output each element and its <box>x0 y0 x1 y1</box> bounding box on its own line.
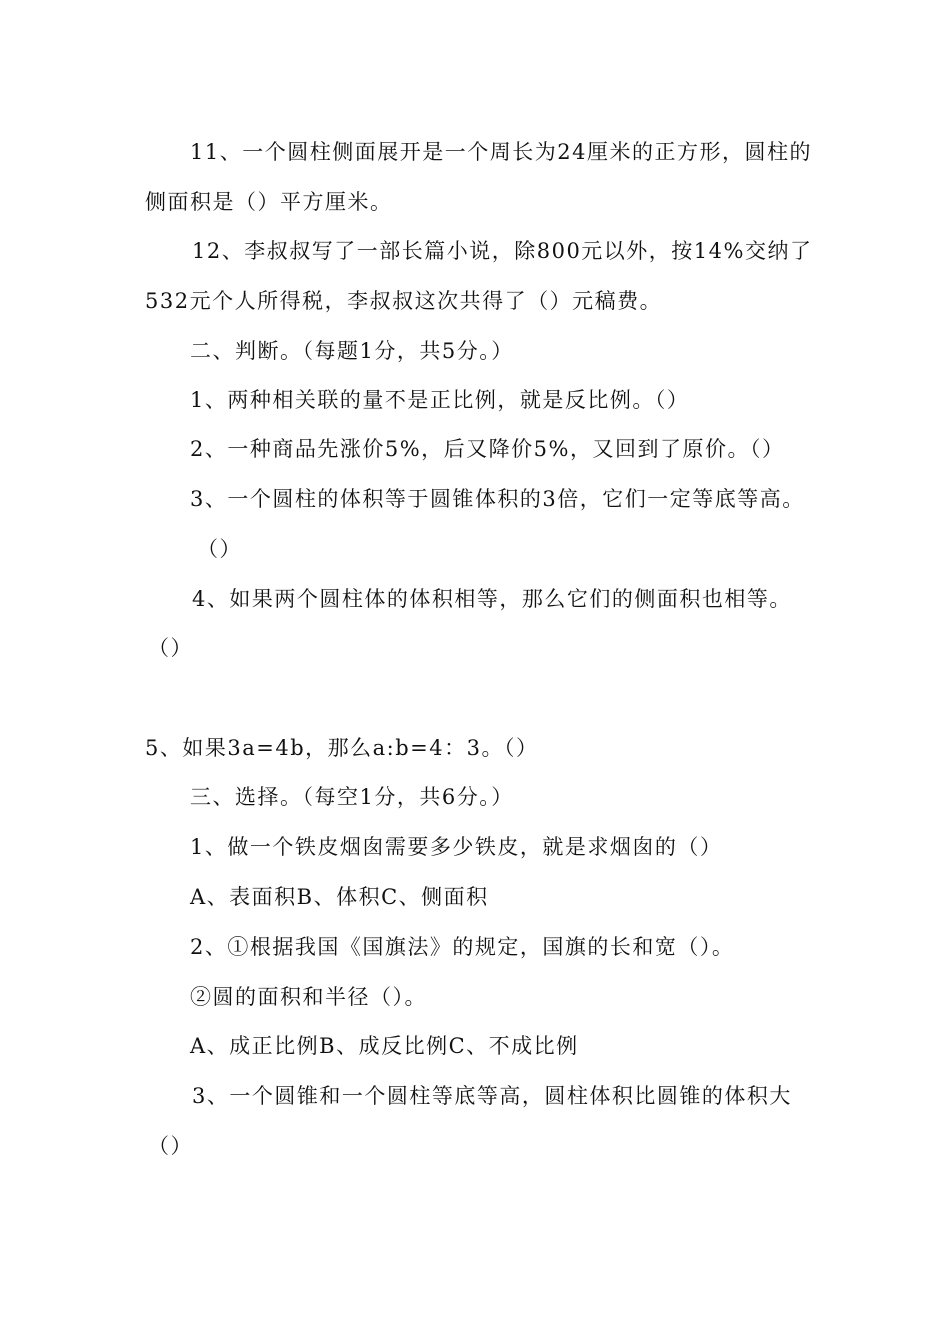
choice-item-2-line-2: ②圆的面积和半径（）。 <box>190 985 427 1009</box>
judge-item-1: 1、两种相关联的量不是正比例，就是反比例。（） <box>190 388 690 412</box>
question-12-line-1: 12、李叔叔写了一部长篇小说，除800元以外，按14%交纳了 <box>192 239 813 263</box>
judge-item-2: 2、一种商品先涨价5%，后又降价5%，又回到了原价。（） <box>190 437 785 461</box>
section-choice-heading: 三、选择。（每空1分，共6分。） <box>190 785 514 809</box>
question-11-line-2: 侧面积是（）平方厘米。 <box>145 190 393 214</box>
choice-item-1-options: A、表面积B、体积C、侧面积 <box>190 885 489 909</box>
choice-item-3-line-2: （） <box>148 1134 193 1158</box>
question-12-line-2: 532元个人所得税，李叔叔这次共得了（）元稿费。 <box>145 289 663 313</box>
judge-item-4-line-1: 4、如果两个圆柱体的体积相等，那么它们的侧面积也相等。 <box>192 587 792 611</box>
judge-item-5: 5、如果3a=4b，那么a:b=4：3。（） <box>145 736 539 760</box>
question-11-line-1: 11、一个圆柱侧面展开是一个周长为24厘米的正方形，圆柱的 <box>190 140 812 164</box>
section-judge-heading: 二、判断。（每题1分，共5分。） <box>190 339 514 363</box>
judge-item-3-line-2: （） <box>197 537 242 561</box>
judge-item-3-line-1: 3、一个圆柱的体积等于圆锥体积的3倍，它们一定等底等高。 <box>190 487 805 511</box>
choice-item-1: 1、做一个铁皮烟囱需要多少铁皮，就是求烟囱的（） <box>190 835 723 859</box>
choice-item-3-line-1: 3、一个圆锥和一个圆柱等底等高，圆柱体积比圆锥的体积大 <box>192 1084 792 1108</box>
choice-item-2-options: A、成正比例B、成反比例C、不成比例 <box>190 1034 579 1058</box>
judge-item-4-line-2: （） <box>148 636 193 660</box>
choice-item-2-line-1: 2、①根据我国《国旗法》的规定，国旗的长和宽（）。 <box>190 935 735 959</box>
